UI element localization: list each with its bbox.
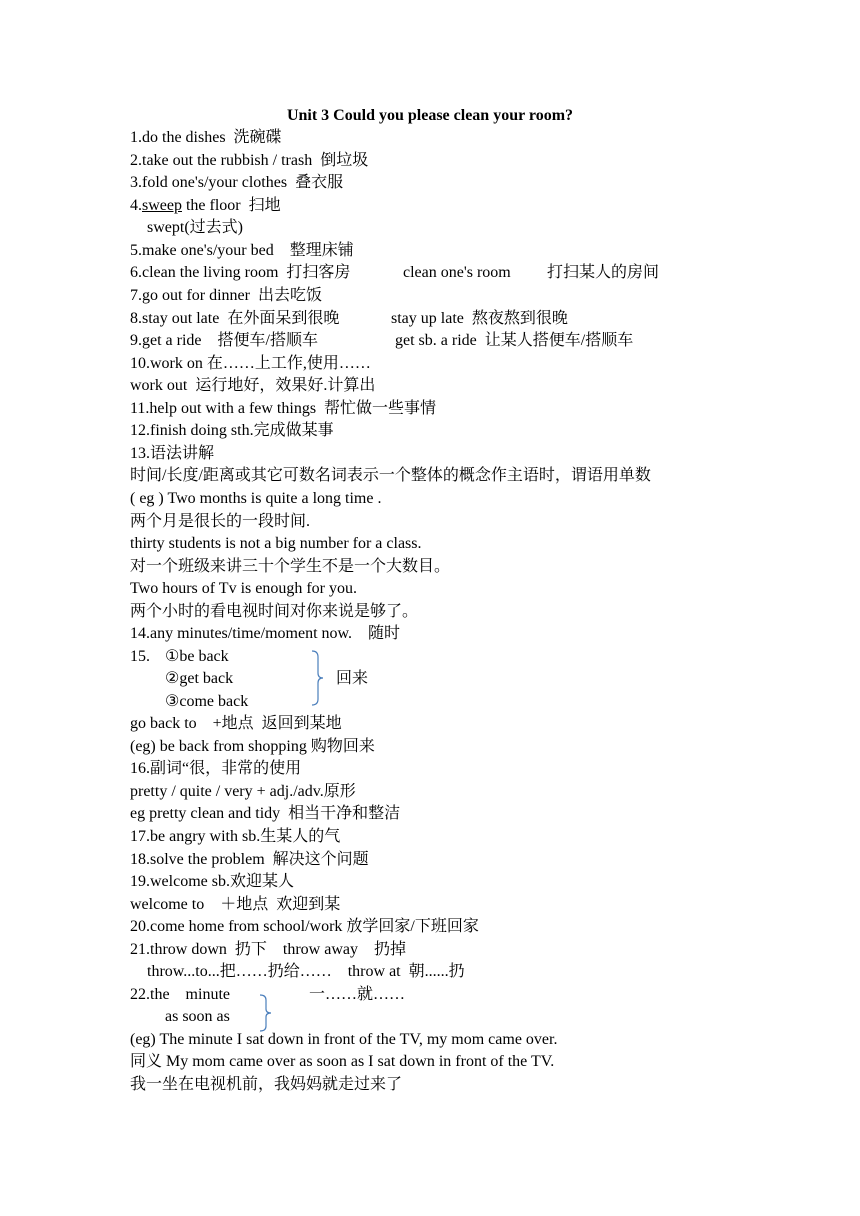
item-8 xyxy=(130,308,568,330)
item-19: 19.welcome sb.欢迎某人 xyxy=(130,873,294,890)
item-15-example: (eg) be back from shopping 购物回来 xyxy=(130,738,375,755)
item-9-part-a: 9.get a ride 搭便车/搭顺车 xyxy=(130,332,318,349)
item-4-past-tense: swept(过去式) xyxy=(147,219,243,236)
item-4 xyxy=(130,195,281,217)
item-21-b: throw...to...把……扔给…… throw at 朝......扔 xyxy=(147,963,465,980)
item-15-option-2: ②get back xyxy=(165,670,234,687)
item-4-rest: the floor 扫地 xyxy=(181,197,281,214)
item-21: 21.throw down 扔下 throw away 扔掉 xyxy=(130,941,406,958)
grammar-example-2-translation: 对一个班级来讲三十个学生不是一个大数目。 xyxy=(130,558,451,575)
item-22-synonym-example: 同义 My mom came over as soon as I sat down in front of the TV. xyxy=(130,1053,555,1070)
grammar-example-1: ( eg ) Two months is quite a long time . xyxy=(130,490,382,507)
item-22: 22.the minute xyxy=(130,986,230,1003)
item-13: 13.语法讲解 xyxy=(130,445,215,462)
item-7: 7.go out for dinner 出去吃饭 xyxy=(130,287,322,304)
item-12: 12.finish doing sth.完成做某事 xyxy=(130,422,334,439)
item-22-example: (eg) The minute I sat down in front of the TV, my mom came over. xyxy=(130,1031,558,1048)
grammar-rule: 时间/长度/距离或其它可数名词表示一个整体的概念作主语时，谓语用单数 xyxy=(130,467,651,484)
item-10: 10.work on 在……上工作,使用…… xyxy=(130,355,371,372)
item-15-option-3: ③come back xyxy=(165,693,249,710)
item-4-number: 4. xyxy=(130,197,142,214)
item-17: 17.be angry with sb.生某人的气 xyxy=(130,828,341,845)
item-15-brace xyxy=(310,649,326,707)
item-22-meaning: 一……就…… xyxy=(309,986,406,1003)
item-11: 11.help out with a few things 帮忙做一些事情 xyxy=(130,400,437,417)
item-22-brace xyxy=(258,993,274,1033)
item-16-pattern: pretty / quite / very + adj./adv.原形 xyxy=(130,783,356,800)
item-8-part-b: stay up late 熬夜熬到很晚 xyxy=(391,310,568,327)
item-14: 14.any minutes/time/moment now. 随时 xyxy=(130,625,401,642)
item-15-option-1: ①be back xyxy=(165,648,229,665)
item-16-example: eg pretty clean and tidy 相当干净和整洁 xyxy=(130,805,401,822)
item-15-go-back: go back to +地点 返回到某地 xyxy=(130,715,342,732)
item-4-underlined-word: sweep xyxy=(142,197,182,214)
grammar-example-2: thirty students is not a big number for a class. xyxy=(130,535,422,552)
item-20: 20.come home from school/work 放学回家/下班回家 xyxy=(130,918,479,935)
item-22-synonym: as soon as xyxy=(165,1008,230,1025)
item-6-part-b: clean one's room xyxy=(403,264,511,281)
item-15-number: 15. xyxy=(130,648,150,665)
grammar-example-1-translation: 两个月是很长的一段时间. xyxy=(130,513,311,530)
grammar-example-3-translation: 两个小时的看电视时间对你来说是够了。 xyxy=(130,603,419,620)
item-9 xyxy=(130,330,633,352)
document-title: Unit 3 Could you please clean your room? xyxy=(286,107,574,124)
item-10-b: work out 运行地好，效果好.计算出 xyxy=(130,377,376,394)
item-15-meaning: 回来 xyxy=(336,670,369,687)
item-8-part-a: 8.stay out late 在外面呆到很晚 xyxy=(130,310,340,327)
item-22-translation: 我一坐在电视机前，我妈妈就走过来了 xyxy=(130,1076,403,1093)
item-18: 18.solve the problem 解决这个问题 xyxy=(130,851,369,868)
item-9-part-b: get sb. a ride 让某人搭便车/搭顺车 xyxy=(395,332,634,349)
item-5: 5.make one's/your bed 整理床铺 xyxy=(130,242,354,259)
grammar-example-3: Two hours of Tv is enough for you. xyxy=(130,580,358,597)
item-3: 3.fold one's/your clothes 叠衣服 xyxy=(130,174,344,191)
item-6-part-c: 打扫某人的房间 xyxy=(547,264,660,281)
item-16: 16.副词“很，非常的使用 xyxy=(130,760,302,777)
item-19-b: welcome to ＋地点 欢迎到某 xyxy=(130,896,341,913)
item-6 xyxy=(130,262,659,284)
item-2: 2.take out the rubbish / trash 倒垃圾 xyxy=(130,152,369,169)
item-6-part-a: 6.clean the living room 打扫客房 xyxy=(130,264,351,281)
item-1: 1.do the dishes 洗碗碟 xyxy=(130,129,282,146)
